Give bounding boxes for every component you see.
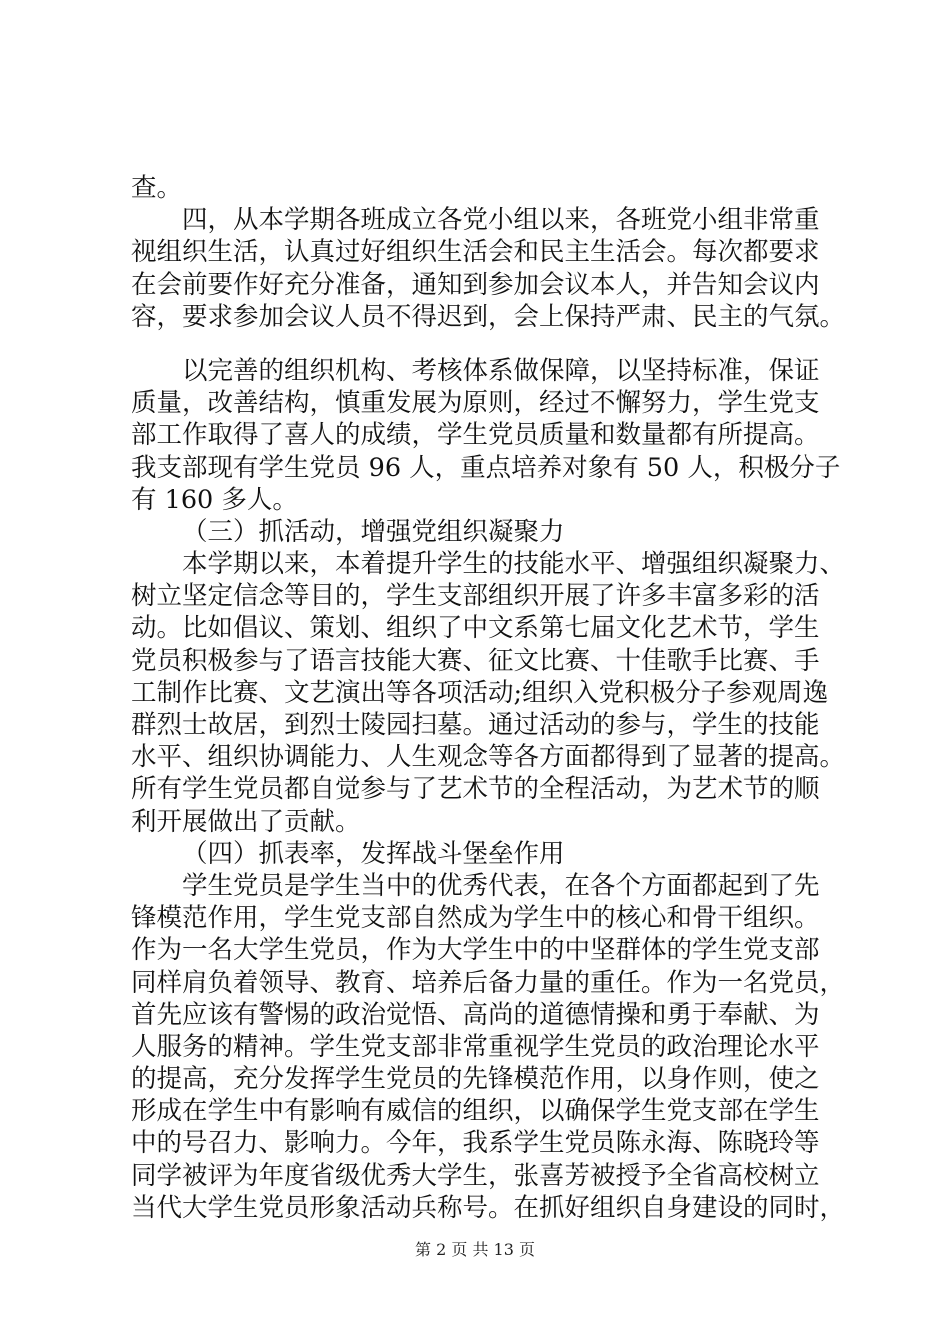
paragraph-line: 四，从本学期各班成立各党小组以来，各班党小组非常重 bbox=[182, 205, 820, 236]
paragraph-line: 同样肩负着领导、教育、培养后备力量的重任。作为一名党员， bbox=[131, 967, 846, 998]
paragraph-line: 部工作取得了喜人的成绩，学生党员质量和数量都有所提高。 bbox=[131, 420, 820, 451]
paragraph-spacer bbox=[131, 333, 831, 355]
paragraph-line: 的提高，充分发挥学生党员的先锋模范作用，以身作则，使之 bbox=[131, 1064, 820, 1095]
paragraph-line: 在会前要作好充分准备，通知到参加会议本人，并告知会议内 bbox=[131, 269, 820, 300]
section-heading: （四）抓表率，发挥战斗堡垒作用 bbox=[182, 838, 565, 869]
paragraph-line: 本学期以来，本着提升学生的技能水平、增强组织凝聚力、 bbox=[182, 549, 846, 580]
paragraph-line: 我支部现有学生党员 96 人，重点培养对象有 50 人，积极分子 bbox=[131, 452, 841, 483]
paragraph-line: 质量，改善结构，慎重发展为原则，经过不懈努力，学生党支 bbox=[131, 388, 820, 419]
paragraph-line: 容，要求参加会议人员不得迟到，会上保持严肃、民主的气氛。 bbox=[131, 301, 846, 332]
paragraph-line: 同学被评为年度省级优秀大学生，张喜芳被授予全省高校树立 bbox=[131, 1160, 820, 1191]
section-heading: （三）抓活动，增强党组织凝聚力 bbox=[182, 516, 565, 547]
paragraph-line: 当代大学生党员形象活动兵称号。在抓好组织自身建设的同时， bbox=[131, 1192, 846, 1223]
paragraph-line: 学生党员是学生当中的优秀代表，在各个方面都起到了先 bbox=[182, 870, 820, 901]
paragraph-line: 以完善的组织机构、考核体系做保障，以坚持标准，保证 bbox=[182, 355, 820, 386]
paragraph-line: 党员积极参与了语言技能大赛、征文比赛、十佳歌手比赛、手 bbox=[131, 645, 820, 676]
paragraph-line: 作为一名大学生党员，作为大学生中的中坚群体的学生党支部 bbox=[131, 935, 820, 966]
paragraph-line: 树立坚定信念等目的，学生支部组织开展了许多丰富多彩的活 bbox=[131, 581, 820, 612]
document-body bbox=[131, 172, 846, 1224]
paragraph-line: 利开展做出了贡献。 bbox=[131, 806, 361, 837]
paragraph-line: 水平、组织协调能力、人生观念等各方面都得到了显著的提高。 bbox=[131, 742, 846, 773]
paragraph-line: 有 160 多人。 bbox=[131, 484, 298, 515]
paragraph-line: 工制作比赛、文艺演出等各项活动;组织入党积极分子参观周逸 bbox=[131, 677, 829, 708]
paragraph-line: 形成在学生中有影响有威信的组织，以确保学生党支部在学生 bbox=[131, 1096, 820, 1127]
paragraph-line: 动。比如倡议、策划、组织了中文系第七届文化艺术节，学生 bbox=[131, 613, 820, 644]
paragraph-line: 人服务的精神。学生党支部非常重视学生党员的政治理论水平 bbox=[131, 1031, 820, 1062]
paragraph-line: 视组织生活，认真过好组织生活会和民主生活会。每次都要求 bbox=[131, 237, 820, 268]
paragraph-line: 所有学生党员都自觉参与了艺术节的全程活动，为艺术节的顺 bbox=[131, 774, 820, 805]
paragraph-line: 群烈士故居，到烈士陵园扫墓。通过活动的参与，学生的技能 bbox=[131, 710, 820, 740]
page-number-footer: 第 2 页 共 13 页 bbox=[415, 1240, 535, 1259]
paragraph-line: 中的号召力、影响力。今年，我系学生党员陈永海、陈晓玲等 bbox=[131, 1128, 820, 1159]
paragraph-line: 查。 bbox=[131, 173, 183, 203]
paragraph-line: 锋模范作用，学生党支部自然成为学生中的核心和骨干组织。 bbox=[131, 903, 820, 934]
paragraph-line: 首先应该有警惕的政治觉悟、高尚的道德情操和勇于奉献、为 bbox=[131, 999, 820, 1030]
